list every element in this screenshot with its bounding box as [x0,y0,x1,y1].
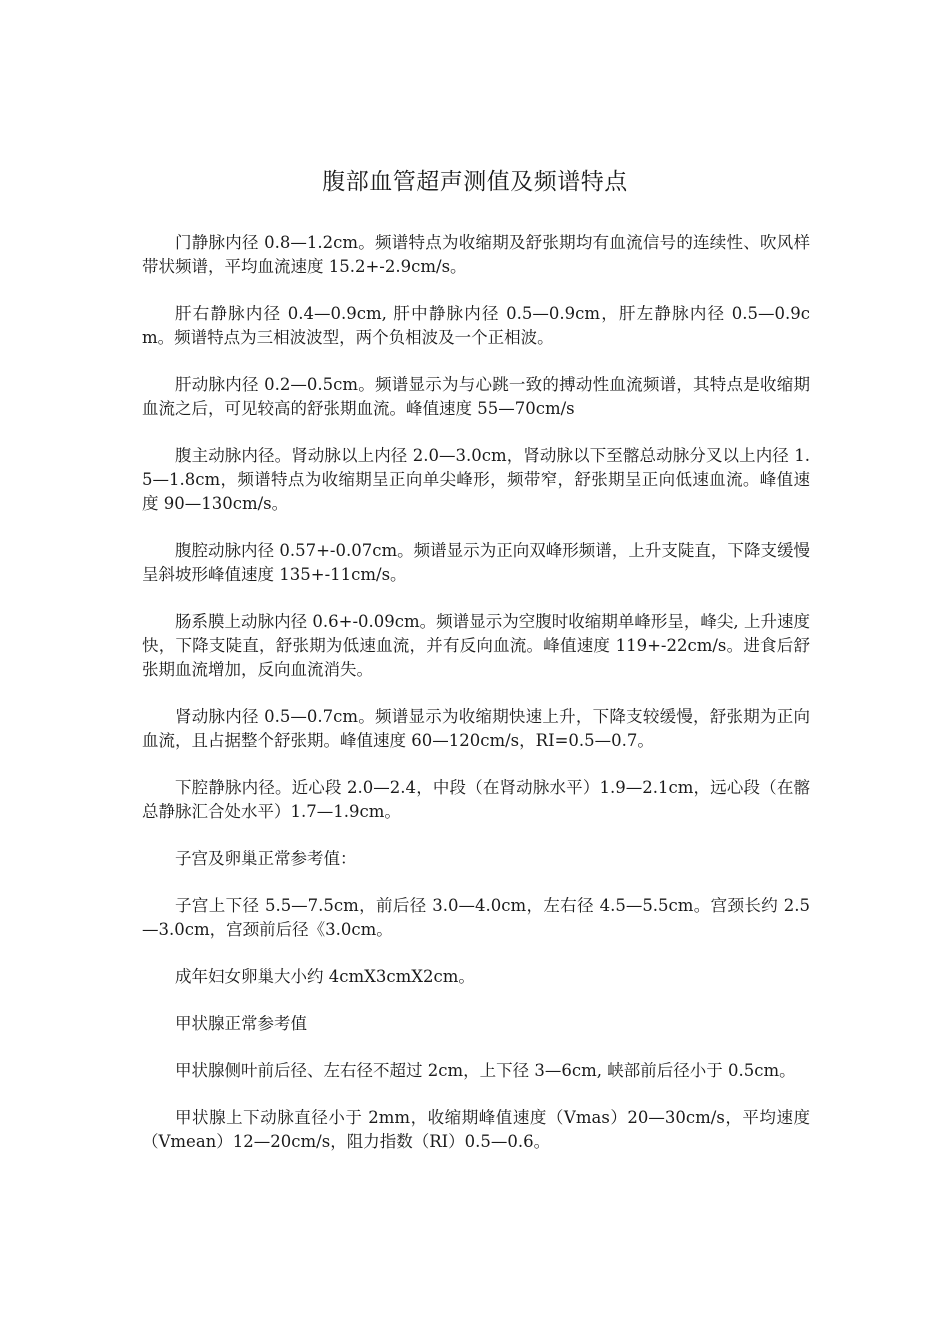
paragraph-thyroid-arteries: 甲状腺上下动脉直径小于 2mm，收缩期峰值速度（Vmas）20—30cm/s，平均速度（Vmean）12—20cm/s，阻力指数（RI）0.5—0.6。 [142,1108,810,1151]
paragraph-hepatic-veins: 肝右静脉内径 0.4—0.9cm, 肝中静脉内径 0.5—0.9cm，肝左静脉内径 0.5—0.9cm。频谱特点为三相波波型，两个负相波及一个正相波。 [142,304,810,347]
paragraph-superior-mesenteric-artery: 肠系膜上动脉内径 0.6+-0.09cm。频谱显示为空腹时收缩期单峰形呈，峰尖, 上升速度快，下降支陡直，舒张期为低速血流，并有反向血流。峰值速度 119+-22cm/s。进食后舒张期血流增加，反向血流消失。 [142,612,810,679]
document-body [142,231,810,1177]
paragraph-abdominal-aorta: 腹主动脉内径。肾动脉以上内径 2.0—3.0cm，肾动脉以下至髂总动脉分叉以上内径 1.5—1.8cm，频谱特点为收缩期呈正向单尖峰形，频带窄，舒张期呈正向低速血流。峰值速度 90—130cm/s。 [142,446,810,513]
paragraph-thyroid-heading: 甲状腺正常参考值 [175,1014,307,1033]
paragraph-celiac-artery: 腹腔动脉内径 0.57+-0.07cm。频谱显示为正向双峰形频谱，上升支陡直，下降支缓慢呈斜坡形峰值速度 135+-11cm/s。 [142,541,810,584]
paragraph-renal-artery: 肾动脉内径 0.5—0.7cm。频谱显示为收缩期快速上升，下降支较缓慢，舒张期为正向血流，且占据整个舒张期。峰值速度 60—120cm/s，RI=0.5—0.7。 [142,707,810,750]
paragraph-uterus-size: 子宫上下径 5.5—7.5cm，前后径 3.0—4.0cm，左右径 4.5—5.5cm。宫颈长约 2.5—3.0cm，宫颈前后径《3.0cm。 [142,896,810,939]
paragraph-inferior-vena-cava: 下腔静脉内径。近心段 2.0—2.4，中段（在肾动脉水平）1.9—2.1cm，远心段（在髂总静脉汇合处水平）1.7—1.9cm。 [142,778,811,821]
paragraph-thyroid-size: 甲状腺侧叶前后径、左右径不超过 2cm，上下径 3—6cm, 峡部前后径小于 0.5cm。 [175,1061,796,1080]
paragraph-portal-vein: 门静脉内径 0.8—1.2cm。频谱特点为收缩期及舒张期均有血流信号的连续性、吹风样带状频谱，平均血流速度 15.2+-2.9cm/s。 [142,233,810,276]
document-title: 腹部血管超声测值及频谱特点 [322,169,628,195]
paragraph-uterus-ovary-heading: 子宫及卵巢正常参考值： [175,849,357,868]
paragraph-hepatic-artery: 肝动脉内径 0.2—0.5cm。频谱显示为与心跳一致的搏动性血流频谱，其特点是收缩期血流之后，可见较高的舒张期血流。峰值速度 55—70cm/s [142,375,810,418]
paragraph-ovary-size: 成年妇女卵巢大小约 4cmX3cmX2cm。 [175,967,475,986]
